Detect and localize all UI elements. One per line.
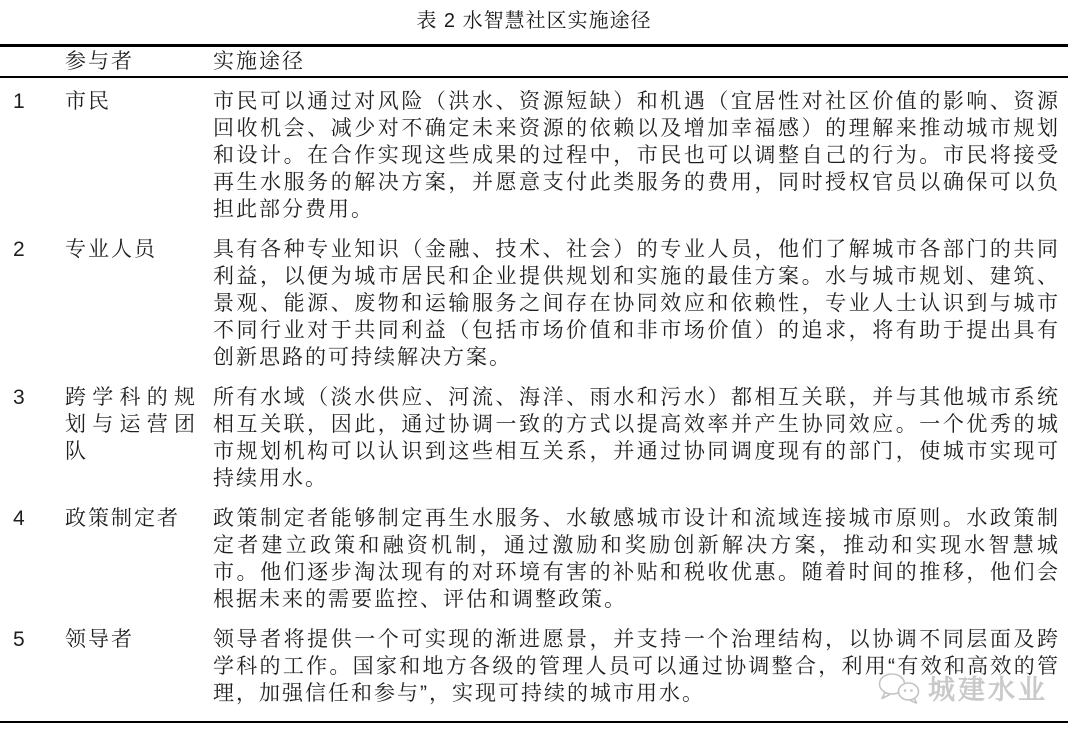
watermark-text: 城建水业 xyxy=(928,675,1048,705)
row-pathway: 市民可以通过对风险（洪水、资源短缺）和机遇（宜居性对社区价值的影响、资源回收机会、减少对不确定未来资源的依赖以及增加幸福感）的理解来推动城市规划和设计。在合作实现这些成果的过程中，市民也可以调整自己的行为。市民将接受再生水服务的解决方案，并愿意支付此类服务的费用，同时授权官员以确保可以负担此部分费用。 xyxy=(213,90,1060,221)
header-pathway: 实施途径 xyxy=(213,50,305,73)
row-number: 3 xyxy=(13,386,25,409)
row-participant: 政策制定者 xyxy=(65,507,180,530)
table-caption: 表 2 水智慧社区实施途径 xyxy=(416,10,652,32)
table-row-leaders xyxy=(0,626,1068,707)
row-participant: 领导者 xyxy=(65,628,134,651)
header-participant: 参与者 xyxy=(65,50,134,73)
row-participant: 专业人员 xyxy=(65,238,157,261)
table-row-professionals xyxy=(0,236,1068,371)
table-row-policymakers xyxy=(0,505,1068,613)
implementation-pathways-table xyxy=(0,44,1068,723)
table-body xyxy=(0,78,1068,721)
table-header-row xyxy=(0,47,1068,78)
row-participant: 市民 xyxy=(65,90,111,113)
table-row-citizens xyxy=(0,88,1068,223)
table-row-planning-team xyxy=(0,384,1068,492)
row-number: 4 xyxy=(13,507,25,530)
row-number: 5 xyxy=(13,628,25,651)
row-pathway: 具有各种专业知识（金融、技术、社会）的专业人员，他们了解城市各部门的共同利益，以便为城市居民和企业提供规划和实施的最佳方案。水与城市规划、建筑、景观、能源、废物和运输服务之间存在协同效应和依赖性，专业人士认识到与城市不同行业对于共同利益（包括市场价值和非市场价值）的追求，将有助于提出具有创新思路的可持续解决方案。 xyxy=(213,238,1060,369)
row-number: 2 xyxy=(13,238,25,261)
row-participant: 跨学科的规划与运营团队 xyxy=(65,386,197,463)
row-pathway: 政策制定者能够制定再生水服务、水敏感城市设计和流域连接城市原则。水政策制定者建立政策和融资机制，通过激励和奖励创新解决方案，推动和实现水智慧城市。他们逐步淘汰现有的对环境有害的补贴和税收优惠。随着时间的推移，他们会根据未来的需要监控、评估和调整政策。 xyxy=(213,507,1060,611)
row-pathway: 所有水域（淡水供应、河流、海洋、雨水和污水）都相互关联，并与其他城市系统相互关联，因此，通过协调一致的方式以提高效率并产生协同效应。一个优秀的城市规划机构可以认识到这些相互关系，并通过协同调度现有的部门，使城市实现可持续用水。 xyxy=(213,386,1060,490)
row-number: 1 xyxy=(13,90,25,113)
row-pathway: 领导者将提供一个可实现的渐进愿景，并支持一个治理结构，以协调不同层面及跨学科的工作。国家和地方各级的管理人员可以通过协调整合，利用“有效和高效的管理，加强信任和参与”，实现可持续的城市用水。 xyxy=(213,628,1060,705)
